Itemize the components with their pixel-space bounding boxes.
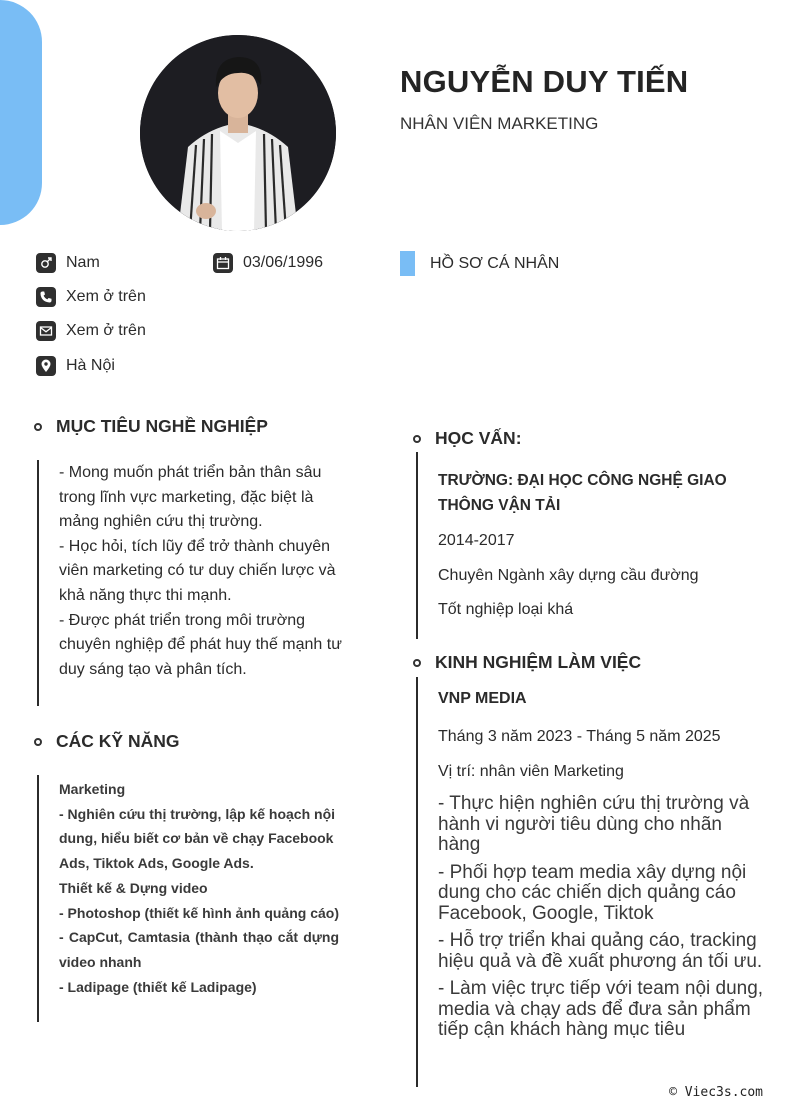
phone-icon bbox=[36, 287, 56, 307]
section-bullet-icon bbox=[34, 738, 42, 746]
skill-line: - CapCut, Camtasia (thành thạo cắt dựng video nhanh bbox=[59, 929, 339, 970]
experience-duties bbox=[438, 794, 768, 1048]
gender-value: Nam bbox=[66, 254, 100, 271]
skills-section-title bbox=[34, 731, 179, 752]
objective-title-text: MỤC TIÊU NGHỀ NGHIỆP bbox=[56, 416, 268, 436]
experience-divider bbox=[416, 677, 418, 1087]
objective-line: - Học hỏi, tích lũy để trở thành chuyên viên marketing có tư duy chiến lược và khả năng thực thi mạnh. bbox=[59, 537, 336, 604]
email-value: Xem ở trên bbox=[66, 322, 146, 339]
gender-icon bbox=[36, 253, 56, 273]
info-phone bbox=[36, 287, 146, 307]
profile-heading bbox=[400, 251, 559, 276]
section-bullet-icon bbox=[413, 659, 421, 667]
info-address bbox=[36, 356, 115, 376]
duty-item: - Làm việc trực tiếp với team nội dung, media và chạy ads để đưa sản phẩm tiếp cận khách hàng mục tiêu bbox=[438, 978, 764, 1040]
profile-photo bbox=[140, 35, 336, 231]
objective-line: - Được phát triển trong môi trường chuyên nghiệp để phát huy thế mạnh tư duy sáng tạo và phân tích. bbox=[59, 611, 342, 678]
skills-divider bbox=[37, 775, 39, 1022]
education-major: Chuyên Ngành xây dựng cầu đường bbox=[438, 567, 699, 584]
info-gender bbox=[36, 253, 100, 273]
objective-text bbox=[59, 461, 344, 682]
footer-copyright: © Viec3s.com bbox=[669, 1085, 763, 1100]
duty-item: - Thực hiện nghiên cứu thị trường và hành vi người tiêu dùng cho nhãn hàng bbox=[438, 793, 750, 855]
skill-line: - Photoshop (thiết kế hình ảnh quảng cáo) bbox=[59, 904, 339, 921]
phone-value: Xem ở trên bbox=[66, 288, 146, 305]
education-title-text: HỌC VẤN: bbox=[435, 428, 522, 448]
duty-item: - Phối hợp team media xây dựng nội dung cho các chiến dịch quảng cáo Facebook, Google, Tiktok bbox=[438, 861, 747, 924]
experience-section-title bbox=[413, 652, 641, 673]
skill-line: Thiết kế & Dựng video bbox=[59, 879, 208, 896]
education-school: TRƯỜNG: ĐẠI HỌC CÔNG NGHỆ GIAO THÔNG VẬN TẢI bbox=[438, 472, 727, 514]
experience-company: VNP MEDIA bbox=[438, 690, 527, 707]
profile-heading-marker bbox=[400, 251, 415, 276]
candidate-name: NGUYỄN DUY TIẾN bbox=[400, 64, 689, 99]
experience-title-text: KINH NGHIỆM LÀM VIỆC bbox=[435, 652, 642, 672]
profile-heading-text: HỒ SƠ CÁ NHÂN bbox=[430, 254, 560, 272]
education-grade: Tốt nghiệp loại khá bbox=[438, 601, 574, 618]
accent-bar bbox=[0, 0, 42, 225]
skill-line: - Nghiên cứu thị trường, lập kế hoạch nội dung, hiểu biết cơ bản về chạy Facebook Ads, Tiktok Ads, Google Ads. bbox=[59, 805, 336, 872]
duty-item: - Hỗ trợ triển khai quảng cáo, tracking hiệu quả và đề xuất phương án tối ưu. bbox=[438, 930, 763, 972]
skill-line: - Ladipage (thiết kế Ladipage) bbox=[59, 978, 257, 995]
objective-divider bbox=[37, 460, 39, 706]
objective-section-title bbox=[34, 416, 268, 437]
objective-line: - Mong muốn phát triển bản thân sâu trong lĩnh vực marketing, đặc biệt là mảng nghiên cứu thị trường. bbox=[59, 464, 322, 531]
address-value: Hà Nội bbox=[66, 357, 115, 374]
location-icon bbox=[36, 356, 56, 376]
section-bullet-icon bbox=[34, 423, 42, 431]
info-birthday bbox=[213, 253, 323, 273]
info-email bbox=[36, 321, 146, 341]
experience-position: Vị trí: nhân viên Marketing bbox=[438, 763, 624, 780]
education-divider bbox=[416, 452, 418, 639]
section-bullet-icon bbox=[413, 435, 421, 443]
education-section-title bbox=[413, 428, 522, 449]
skills-title-text: CÁC KỸ NĂNG bbox=[56, 731, 180, 751]
email-icon bbox=[36, 321, 56, 341]
education-years: 2014-2017 bbox=[438, 532, 515, 549]
calendar-icon bbox=[213, 253, 233, 273]
candidate-job-title: NHÂN VIÊN MARKETING bbox=[400, 114, 599, 133]
skill-line: Marketing bbox=[59, 781, 126, 797]
skills-list bbox=[59, 777, 339, 999]
birthday-value: 03/06/1996 bbox=[243, 254, 324, 271]
experience-period: Tháng 3 năm 2023 - Tháng 5 năm 2025 bbox=[438, 728, 721, 745]
